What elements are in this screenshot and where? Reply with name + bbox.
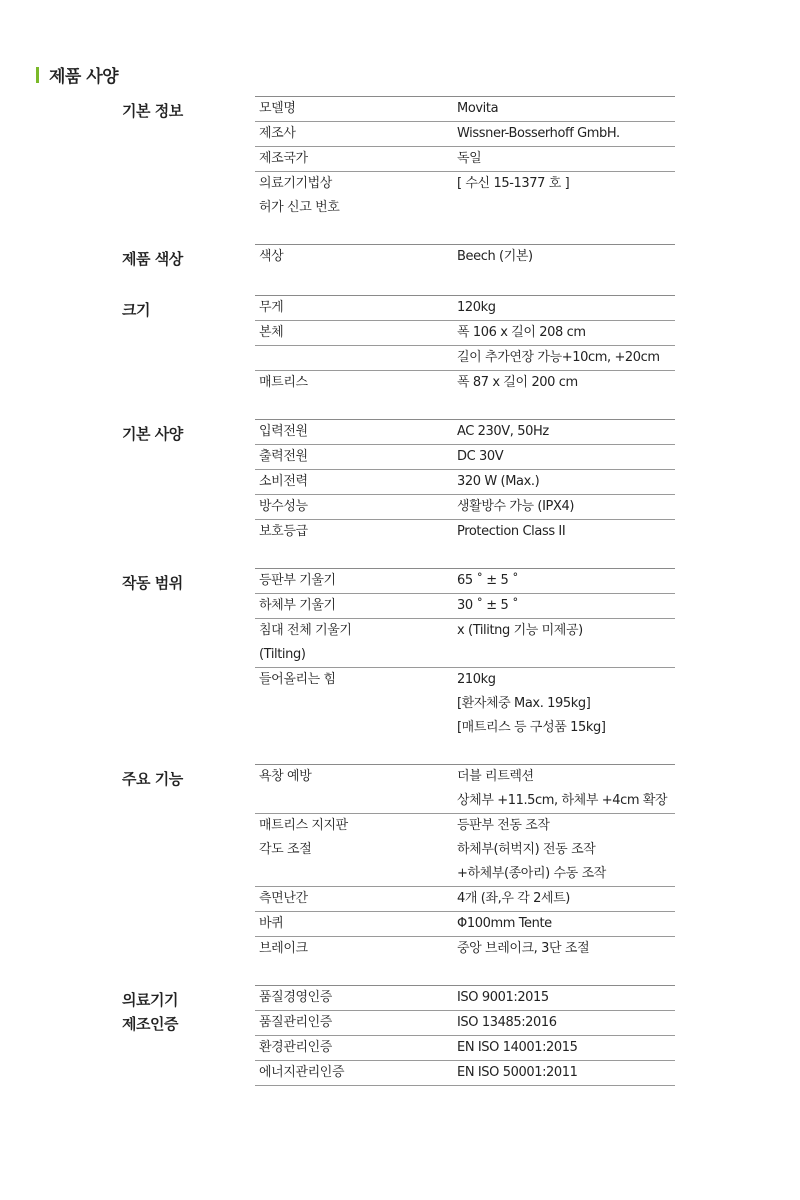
spec-label bbox=[255, 420, 457, 444]
spec-label-line: 매트리스 bbox=[259, 375, 308, 390]
spec-section bbox=[122, 295, 675, 395]
section-title bbox=[122, 568, 255, 740]
section-rows bbox=[255, 985, 675, 1086]
spec-value bbox=[457, 445, 675, 469]
spec-label bbox=[255, 986, 457, 1010]
spec-label bbox=[255, 594, 457, 618]
spec-label bbox=[255, 668, 457, 740]
spec-row bbox=[255, 887, 675, 912]
spec-row bbox=[255, 765, 675, 814]
section-title-line: 제품 색상 bbox=[122, 250, 183, 268]
spec-value bbox=[457, 245, 675, 269]
spec-label-line: 무게 bbox=[259, 300, 284, 315]
spec-label-line: (Tilting) bbox=[259, 647, 306, 662]
spec-label bbox=[255, 97, 457, 121]
section-title bbox=[122, 419, 255, 544]
section-rows bbox=[255, 244, 675, 271]
section-rows bbox=[255, 96, 675, 220]
spec-value bbox=[457, 1061, 675, 1085]
spec-label bbox=[255, 1036, 457, 1060]
spec-value-line: 길이 추가연장 가능+10cm, +20cm bbox=[457, 350, 660, 365]
spec-label bbox=[255, 814, 457, 886]
spec-value-line: 등판부 전동 조작 bbox=[457, 818, 550, 833]
spec-value-line: Movita bbox=[457, 101, 499, 116]
spec-row bbox=[255, 668, 675, 740]
spec-label-line: 측면난간 bbox=[259, 891, 308, 906]
spec-value-line: DC 30V bbox=[457, 449, 504, 464]
spec-value-line: [매트리스 등 구성품 15kg] bbox=[457, 720, 606, 735]
spec-label-line: 에너지관리인증 bbox=[259, 1065, 345, 1080]
spec-label bbox=[255, 346, 457, 370]
spec-label bbox=[255, 569, 457, 593]
spec-label bbox=[255, 1061, 457, 1085]
section-title-line: 작동 범위 bbox=[122, 574, 183, 592]
spec-row bbox=[255, 814, 675, 887]
section-title bbox=[122, 244, 255, 271]
spec-label bbox=[255, 470, 457, 494]
spec-label-line: 브레이크 bbox=[259, 941, 308, 956]
spec-row bbox=[255, 321, 675, 346]
spec-value-line: 210kg bbox=[457, 672, 496, 687]
spec-row bbox=[255, 912, 675, 937]
section-rows bbox=[255, 764, 675, 961]
spec-value bbox=[457, 371, 675, 395]
spec-value bbox=[457, 172, 675, 220]
spec-row bbox=[255, 569, 675, 594]
spec-value-line: EN ISO 14001:2015 bbox=[457, 1040, 578, 1055]
spec-value bbox=[457, 147, 675, 171]
spec-label bbox=[255, 122, 457, 146]
spec-value-line: [ 수신 15-1377 호 ] bbox=[457, 176, 570, 191]
spec-label bbox=[255, 245, 457, 269]
spec-value-line: 생활방수 가능 (IPX4) bbox=[457, 499, 575, 514]
spec-value bbox=[457, 296, 675, 320]
spec-value-line: 더블 리트렉션 bbox=[457, 769, 534, 784]
spec-value-line: Wissner-Bosserhoff GmbH. bbox=[457, 126, 620, 141]
spec-label-line: 모델명 bbox=[259, 101, 296, 116]
spec-row bbox=[255, 346, 675, 371]
spec-label-line: 제조사 bbox=[259, 126, 296, 141]
spec-value bbox=[457, 1036, 675, 1060]
page-title bbox=[36, 62, 118, 87]
spec-value-line: Protection Class II bbox=[457, 524, 566, 539]
section-title bbox=[122, 985, 255, 1086]
spec-label-line: 매트리스 지지판 bbox=[259, 818, 348, 833]
spec-section bbox=[122, 985, 675, 1086]
spec-value bbox=[457, 97, 675, 121]
spec-value-line: 120kg bbox=[457, 300, 496, 315]
spec-value-line: x (Tilitng 기능 미제공) bbox=[457, 623, 583, 638]
spec-row bbox=[255, 147, 675, 172]
spec-row bbox=[255, 594, 675, 619]
spec-section bbox=[122, 764, 675, 961]
spec-value bbox=[457, 937, 675, 961]
spec-row bbox=[255, 520, 675, 544]
spec-value-line: 하체부(허벅지) 전동 조작 bbox=[457, 842, 596, 857]
spec-value bbox=[457, 912, 675, 936]
section-rows bbox=[255, 295, 675, 395]
spec-row bbox=[255, 470, 675, 495]
section-title bbox=[122, 764, 255, 961]
section-title-line: 기본 사양 bbox=[122, 425, 183, 443]
spec-section bbox=[122, 419, 675, 544]
spec-row bbox=[255, 420, 675, 445]
spec-table bbox=[122, 96, 675, 1110]
spec-label bbox=[255, 1011, 457, 1035]
spec-label-line: 의료기기법상 bbox=[259, 176, 332, 191]
section-title bbox=[122, 295, 255, 395]
spec-value-line: 320 W (Max.) bbox=[457, 474, 540, 489]
spec-value-line: ISO 13485:2016 bbox=[457, 1015, 557, 1030]
spec-value-line: +하체부(종아리) 수동 조작 bbox=[457, 866, 606, 881]
spec-label-line: 품질관리인증 bbox=[259, 1015, 332, 1030]
spec-label-line: 출력전원 bbox=[259, 449, 308, 464]
spec-row bbox=[255, 1061, 675, 1086]
spec-value-line: EN ISO 50001:2011 bbox=[457, 1065, 578, 1080]
spec-value-line: AC 230V, 50Hz bbox=[457, 424, 549, 439]
spec-value-line: 폭 87 x 길이 200 cm bbox=[457, 375, 578, 390]
spec-label-line: 제조국가 bbox=[259, 151, 308, 166]
spec-value bbox=[457, 420, 675, 444]
spec-section bbox=[122, 96, 675, 220]
section-title-line: 제조인증 bbox=[122, 1015, 178, 1033]
spec-value bbox=[457, 495, 675, 519]
spec-label-line: 각도 조절 bbox=[259, 842, 312, 857]
spec-value-line: 4개 (좌,우 각 2세트) bbox=[457, 891, 570, 906]
spec-value bbox=[457, 346, 675, 370]
spec-row bbox=[255, 1036, 675, 1061]
spec-row bbox=[255, 172, 675, 220]
spec-label-line: 허가 신고 번호 bbox=[259, 200, 340, 215]
spec-value bbox=[457, 1011, 675, 1035]
spec-value bbox=[457, 986, 675, 1010]
spec-label bbox=[255, 495, 457, 519]
spec-label-line: 본체 bbox=[259, 325, 284, 340]
spec-label bbox=[255, 912, 457, 936]
spec-label bbox=[255, 172, 457, 220]
spec-label-line: 소비전력 bbox=[259, 474, 308, 489]
spec-label bbox=[255, 765, 457, 813]
spec-label bbox=[255, 147, 457, 171]
spec-row bbox=[255, 1011, 675, 1036]
spec-label-line: 품질경영인증 bbox=[259, 990, 332, 1005]
spec-label-line: 하체부 기울기 bbox=[259, 598, 336, 613]
spec-section bbox=[122, 568, 675, 740]
section-title bbox=[122, 96, 255, 220]
spec-label-line bbox=[259, 346, 457, 370]
spec-label-line: 방수성능 bbox=[259, 499, 308, 514]
spec-value bbox=[457, 668, 675, 740]
spec-section bbox=[122, 244, 675, 271]
spec-value bbox=[457, 321, 675, 345]
spec-value-line: 상체부 +11.5cm, 하체부 +4cm 확장 bbox=[457, 793, 668, 808]
spec-label bbox=[255, 321, 457, 345]
spec-row bbox=[255, 97, 675, 122]
spec-label-line: 보호등급 bbox=[259, 524, 308, 539]
spec-label bbox=[255, 937, 457, 961]
spec-value bbox=[457, 122, 675, 146]
spec-value bbox=[457, 814, 675, 886]
spec-row bbox=[255, 371, 675, 395]
spec-value bbox=[457, 520, 675, 544]
spec-value-line: Beech (기본) bbox=[457, 249, 533, 264]
spec-value bbox=[457, 569, 675, 593]
spec-row bbox=[255, 619, 675, 668]
spec-value-line: 독일 bbox=[457, 151, 482, 166]
section-title-line: 크기 bbox=[122, 301, 150, 319]
spec-value bbox=[457, 887, 675, 911]
spec-row bbox=[255, 937, 675, 961]
spec-label bbox=[255, 887, 457, 911]
spec-value-line: Φ100mm Tente bbox=[457, 916, 552, 931]
section-title-line: 기본 정보 bbox=[122, 102, 183, 120]
spec-row bbox=[255, 445, 675, 470]
spec-value-line: 폭 106 x 길이 208 cm bbox=[457, 325, 586, 340]
spec-label bbox=[255, 619, 457, 667]
spec-row bbox=[255, 986, 675, 1011]
spec-label bbox=[255, 520, 457, 544]
title-accent-bar bbox=[36, 67, 39, 83]
spec-label-line: 등판부 기울기 bbox=[259, 573, 336, 588]
spec-value-line: [환자체중 Max. 195kg] bbox=[457, 696, 591, 711]
spec-label-line: 들어올리는 힘 bbox=[259, 672, 336, 687]
spec-value bbox=[457, 619, 675, 667]
section-rows bbox=[255, 419, 675, 544]
spec-label bbox=[255, 371, 457, 395]
spec-row bbox=[255, 495, 675, 520]
spec-value-line: 30 ˚ ± 5 ˚ bbox=[457, 598, 519, 613]
spec-label-line: 입력전원 bbox=[259, 424, 308, 439]
spec-value bbox=[457, 470, 675, 494]
page-title-text: 제품 사양 bbox=[49, 67, 119, 87]
section-title-line: 의료기기 bbox=[122, 991, 178, 1009]
spec-label-line: 색상 bbox=[259, 249, 284, 264]
spec-value bbox=[457, 594, 675, 618]
spec-value bbox=[457, 765, 675, 813]
section-title-line: 주요 기능 bbox=[122, 770, 183, 788]
spec-label-line: 환경관리인증 bbox=[259, 1040, 332, 1055]
spec-label bbox=[255, 445, 457, 469]
spec-row bbox=[255, 122, 675, 147]
spec-value-line: 65 ˚ ± 5 ˚ bbox=[457, 573, 519, 588]
spec-row bbox=[255, 245, 675, 269]
section-rows bbox=[255, 568, 675, 740]
spec-label-line: 욕창 예방 bbox=[259, 769, 312, 784]
spec-label-line: 침대 전체 기울기 bbox=[259, 623, 352, 638]
spec-label-line: 바퀴 bbox=[259, 916, 284, 931]
spec-value-line: 중앙 브레이크, 3단 조절 bbox=[457, 941, 590, 956]
spec-value-line: ISO 9001:2015 bbox=[457, 990, 549, 1005]
spec-label bbox=[255, 296, 457, 320]
spec-row bbox=[255, 296, 675, 321]
